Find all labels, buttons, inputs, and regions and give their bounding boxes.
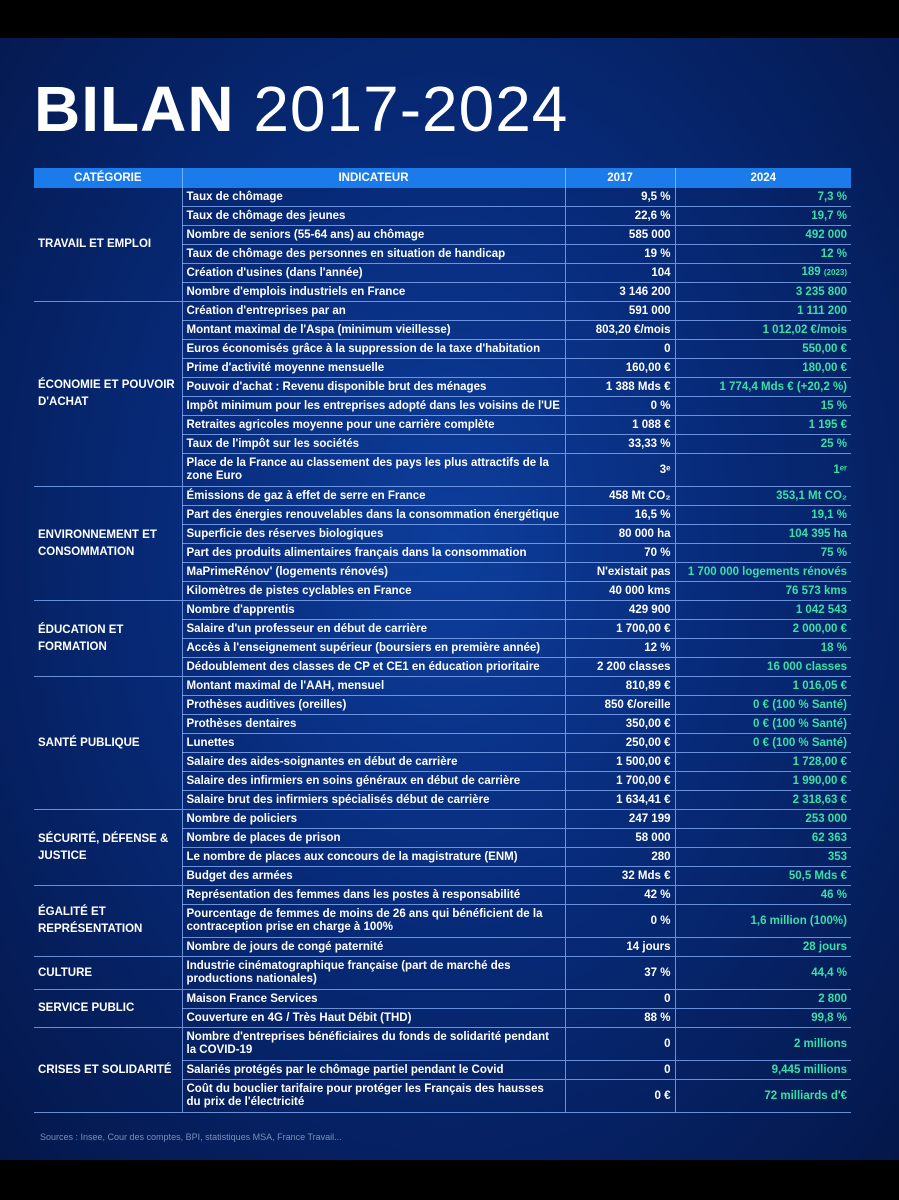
indicator-cell: Nombre d'entreprises bénéficiaires du fonds de solidarité pendant la COVID-19 — [182, 1028, 565, 1061]
value-2024: 1 728,00 € — [792, 755, 847, 768]
value-2024: 1 774,4 Mds € (+20,2 %) — [719, 380, 847, 393]
table-row — [34, 677, 851, 696]
value-2024: 2 318,63 € — [792, 793, 847, 806]
value-2024-cell — [675, 639, 851, 658]
value-2024: 353,1 Mt CO₂ — [776, 489, 847, 502]
value-2024: 75 % — [820, 546, 847, 559]
value-2024-cell — [675, 207, 851, 226]
table-row — [34, 601, 851, 620]
value-2024-cell — [675, 188, 851, 207]
value-2024-cell — [675, 990, 851, 1009]
indicator-cell: Budget des armées — [182, 867, 565, 886]
value-2024-cell — [675, 544, 851, 563]
indicator-cell: Nombre de seniors (55-64 ans) au chômage — [182, 226, 565, 245]
value-2024: 2 800 — [818, 992, 847, 1005]
value-2024: 1 042 543 — [795, 603, 847, 616]
indicator-cell: Couverture en 4G / Très Haut Débit (THD) — [182, 1009, 565, 1028]
value-2024-cell — [675, 791, 851, 810]
indicator-cell: Taux de chômage des personnes en situation de handicap — [182, 245, 565, 264]
value-2024: 1 111 200 — [797, 304, 847, 317]
indicator-cell: Taux de l'impôt sur les sociétés — [182, 435, 565, 454]
category-cell: ÉDUCATION ET FORMATION — [34, 601, 182, 677]
value-2024: 46 % — [820, 888, 847, 901]
value-2017-cell: 247 199 — [565, 810, 675, 829]
indicator-cell: Maison France Services — [182, 990, 565, 1009]
table-row — [34, 487, 851, 506]
value-2017-cell: 1 088 € — [565, 416, 675, 435]
value-2024-cell — [675, 359, 851, 378]
category-cell: SERVICE PUBLIC — [34, 990, 182, 1028]
value-2024-cell — [675, 416, 851, 435]
value-2024-cell — [675, 582, 851, 601]
indicator-cell: Taux de chômage des jeunes — [182, 207, 565, 226]
value-2024: 7,3 % — [817, 190, 847, 203]
indicator-cell: Émissions de gaz à effet de serre en France — [182, 487, 565, 506]
indicator-cell: Nombre de places de prison — [182, 829, 565, 848]
value-2024: 2 000,00 € — [792, 622, 847, 635]
value-2017-cell: 591 000 — [565, 302, 675, 321]
value-2017-cell: 585 000 — [565, 226, 675, 245]
value-2024: 1 990,00 € — [792, 774, 847, 787]
value-2024-cell — [675, 1009, 851, 1028]
indicator-cell: Pouvoir d'achat : Revenu disponible brut des ménages — [182, 378, 565, 397]
value-2024-cell — [675, 957, 851, 990]
value-2024: 0 € (100 % Santé) — [753, 698, 847, 711]
results-table — [34, 168, 851, 1113]
indicator-cell: Salaire des infirmiers en soins généraux en début de carrière — [182, 772, 565, 791]
indicator-cell: Salaire des aides-soignantes en début de carrière — [182, 753, 565, 772]
indicator-cell: MaPrimeRénov' (logements rénovés) — [182, 563, 565, 582]
value-2024: 62 363 — [811, 831, 847, 844]
indicator-cell: Le nombre de places aux concours de la magistrature (ENM) — [182, 848, 565, 867]
value-2024: 18 % — [820, 641, 847, 654]
header-2024: 2024 — [675, 168, 851, 188]
value-2017-cell: 1 700,00 € — [565, 620, 675, 639]
value-2024: 2 millions — [793, 1037, 847, 1050]
category-cell: ENVIRONNEMENT ET CONSOMMATION — [34, 487, 182, 601]
value-2024: 189 — [801, 266, 821, 279]
indicator-cell: Retraites agricoles moyenne pour une carrière complète — [182, 416, 565, 435]
value-2024: 0 € (100 % Santé) — [753, 717, 847, 730]
page-title — [34, 74, 568, 144]
value-2024: 180,00 € — [802, 361, 847, 374]
value-2017-cell: 14 jours — [565, 938, 675, 957]
value-2024-cell — [675, 226, 851, 245]
value-2017-cell: 9,5 % — [565, 188, 675, 207]
value-2024: 44,4 % — [811, 966, 847, 979]
value-2024: 253 000 — [805, 812, 847, 825]
value-2024: 12 % — [820, 247, 847, 260]
title-bold: BILAN — [34, 73, 235, 145]
value-2024: 0 € (100 % Santé) — [753, 736, 847, 749]
value-2017-cell: 104 — [565, 264, 675, 283]
value-2017-cell: 32 Mds € — [565, 867, 675, 886]
indicator-cell: Euros économisés grâce à la suppression de la taxe d'habitation — [182, 340, 565, 359]
value-2024-cell — [675, 715, 851, 734]
table-row — [34, 188, 851, 207]
value-2017-cell: 810,89 € — [565, 677, 675, 696]
value-2017-cell: 2 200 classes — [565, 658, 675, 677]
value-2024: 16 000 classes — [767, 660, 847, 673]
value-2024-cell — [675, 867, 851, 886]
poster — [0, 38, 899, 1160]
table-row — [34, 990, 851, 1009]
value-2024: 1 016,05 € — [792, 679, 847, 692]
value-2017-cell: 33,33 % — [565, 435, 675, 454]
indicator-cell: Salariés protégés par le chômage partiel pendant le Covid — [182, 1061, 565, 1080]
indicator-cell: Part des énergies renouvelables dans la consommation énergétique — [182, 506, 565, 525]
indicator-cell: Montant maximal de l'Aspa (minimum vieillesse) — [182, 321, 565, 340]
value-2017-cell: 80 000 ha — [565, 525, 675, 544]
value-2024: 1 012,02 €/mois — [762, 323, 847, 336]
header-2017: 2017 — [565, 168, 675, 188]
indicator-cell: Création d'usines (dans l'année) — [182, 264, 565, 283]
value-2024-cell — [675, 321, 851, 340]
indicator-cell: Représentation des femmes dans les postes à responsabilité — [182, 886, 565, 905]
table-row — [34, 810, 851, 829]
value-2024-cell — [675, 1080, 851, 1113]
indicator-cell: Part des produits alimentaires français dans la consommation — [182, 544, 565, 563]
value-2024: 28 jours — [802, 940, 847, 953]
value-2017-cell: 0 % — [565, 397, 675, 416]
value-2024-cell — [675, 525, 851, 544]
value-2017-cell: 3ᵉ — [565, 454, 675, 487]
indicator-cell: Lunettes — [182, 734, 565, 753]
value-2024: 76 573 kms — [785, 584, 847, 597]
value-2017-cell: N'existait pas — [565, 563, 675, 582]
value-2024: 1 700 000 logements rénovés — [687, 565, 847, 578]
indicator-cell: Taux de chômage — [182, 188, 565, 207]
value-2024-cell — [675, 753, 851, 772]
value-2024-cell — [675, 506, 851, 525]
value-2017-cell: 40 000 kms — [565, 582, 675, 601]
value-2024-cell — [675, 677, 851, 696]
value-2024-cell — [675, 487, 851, 506]
table-row — [34, 957, 851, 990]
value-2024: 15 % — [820, 399, 847, 412]
value-2024: 19,1 % — [811, 508, 847, 521]
value-2017-cell: 250,00 € — [565, 734, 675, 753]
value-2017-cell: 88 % — [565, 1009, 675, 1028]
value-2024-cell — [675, 563, 851, 582]
indicator-cell: Nombre de jours de congé paternité — [182, 938, 565, 957]
indicator-cell: Coût du bouclier tarifaire pour protéger les Français des hausses du prix de l'électricité — [182, 1080, 565, 1113]
category-cell: TRAVAIL ET EMPLOI — [34, 188, 182, 302]
value-2017-cell: 19 % — [565, 245, 675, 264]
value-2024-cell — [675, 302, 851, 321]
indicator-cell: Nombre d'emplois industriels en France — [182, 283, 565, 302]
value-2024-cell — [675, 264, 851, 283]
indicator-cell: Nombre de policiers — [182, 810, 565, 829]
category-cell: CRISES ET SOLIDARITÉ — [34, 1028, 182, 1113]
category-cell: ÉCONOMIE ET POUVOIR D'ACHAT — [34, 302, 182, 487]
indicator-cell: Prothèses dentaires — [182, 715, 565, 734]
indicator-cell: Prothèses auditives (oreilles) — [182, 696, 565, 715]
value-2017-cell: 0 % — [565, 905, 675, 938]
indicator-cell: Salaire d'un professeur en début de carrière — [182, 620, 565, 639]
value-2024-cell — [675, 454, 851, 487]
value-2017-cell: 58 000 — [565, 829, 675, 848]
value-2017-cell: 1 500,00 € — [565, 753, 675, 772]
indicator-cell: Kilomètres de pistes cyclables en France — [182, 582, 565, 601]
value-2024-cell — [675, 397, 851, 416]
table-row — [34, 302, 851, 321]
value-2017-cell: 1 634,41 € — [565, 791, 675, 810]
category-cell: SANTÉ PUBLIQUE — [34, 677, 182, 810]
value-2024-note: (2023) — [823, 268, 847, 278]
value-2024: 99,8 % — [811, 1011, 847, 1024]
value-2024-cell — [675, 886, 851, 905]
table-header-row — [34, 168, 851, 188]
value-2024: 25 % — [820, 437, 847, 450]
indicator-cell: Place de la France au classement des pays les plus attractifs de la zone Euro — [182, 454, 565, 487]
value-2017-cell: 0 € — [565, 1080, 675, 1113]
value-2024-cell — [675, 601, 851, 620]
value-2017-cell: 0 — [565, 1028, 675, 1061]
value-2024-cell — [675, 772, 851, 791]
value-2017-cell: 429 900 — [565, 601, 675, 620]
value-2017-cell: 70 % — [565, 544, 675, 563]
indicator-cell: Nombre d'apprentis — [182, 601, 565, 620]
header-indicator: INDICATEUR — [182, 168, 565, 188]
value-2024: 1 195 € — [808, 418, 847, 431]
value-2017-cell: 803,20 €/mois — [565, 321, 675, 340]
category-cell: CULTURE — [34, 957, 182, 990]
value-2024-cell — [675, 340, 851, 359]
value-2017-cell: 280 — [565, 848, 675, 867]
table-row — [34, 1028, 851, 1061]
value-2017-cell: 1 700,00 € — [565, 772, 675, 791]
indicator-cell: Prime d'activité moyenne mensuelle — [182, 359, 565, 378]
indicator-cell: Salaire brut des infirmiers spécialisés début de carrière — [182, 791, 565, 810]
value-2024: 50,5 Mds € — [788, 869, 847, 882]
value-2017-cell: 458 Mt CO₂ — [565, 487, 675, 506]
value-2017-cell: 160,00 € — [565, 359, 675, 378]
value-2024-cell — [675, 905, 851, 938]
value-2024: 492 000 — [805, 228, 847, 241]
value-2017-cell: 3 146 200 — [565, 283, 675, 302]
value-2017-cell: 0 — [565, 1061, 675, 1080]
value-2024: 72 milliards d'€ — [764, 1089, 847, 1102]
indicator-cell: Dédoublement des classes de CP et CE1 en éducation prioritaire — [182, 658, 565, 677]
value-2017-cell: 37 % — [565, 957, 675, 990]
value-2024-cell — [675, 620, 851, 639]
indicator-cell: Pourcentage de femmes de moins de 26 ans qui bénéficient de la contraception prise en charge à 100% — [182, 905, 565, 938]
value-2024: 1ᵉʳ — [833, 463, 847, 476]
value-2017-cell: 850 €/oreille — [565, 696, 675, 715]
value-2024-cell — [675, 378, 851, 397]
value-2024-cell — [675, 696, 851, 715]
indicator-cell: Accès à l'enseignement supérieur (boursiers en première année) — [182, 639, 565, 658]
title-years: 2017-2024 — [253, 73, 569, 145]
value-2024-cell — [675, 658, 851, 677]
value-2024: 9,445 millions — [771, 1063, 847, 1076]
value-2024-cell — [675, 810, 851, 829]
value-2024: 353 — [827, 850, 847, 863]
indicator-cell: Impôt minimum pour les entreprises adopté dans les voisins de l'UE — [182, 397, 565, 416]
sources-note: Sources : Insee, Cour des comptes, BPI, statistiques MSA, France Travail... — [40, 1132, 342, 1142]
indicator-cell: Création d'entreprises par an — [182, 302, 565, 321]
value-2024: 1,6 million (100%) — [750, 914, 847, 927]
value-2024-cell — [675, 938, 851, 957]
value-2017-cell: 0 — [565, 990, 675, 1009]
indicator-cell: Superficie des réserves biologiques — [182, 525, 565, 544]
value-2024: 104 395 ha — [788, 527, 847, 540]
value-2024-cell — [675, 435, 851, 454]
value-2024: 550,00 € — [802, 342, 847, 355]
value-2017-cell: 22,6 % — [565, 207, 675, 226]
indicator-cell: Industrie cinématographique française (part de marché des productions nationales) — [182, 957, 565, 990]
table-row — [34, 886, 851, 905]
value-2024-cell — [675, 245, 851, 264]
category-cell: SÉCURITÉ, DÉFENSE & JUSTICE — [34, 810, 182, 886]
value-2024-cell — [675, 283, 851, 302]
value-2017-cell: 12 % — [565, 639, 675, 658]
value-2017-cell: 0 — [565, 340, 675, 359]
value-2024-cell — [675, 1061, 851, 1080]
value-2024-cell — [675, 829, 851, 848]
value-2024: 3 235 800 — [795, 285, 847, 298]
value-2024: 19,7 % — [811, 209, 847, 222]
header-category: CATÉGORIE — [34, 168, 182, 188]
value-2017-cell: 350,00 € — [565, 715, 675, 734]
value-2024-cell — [675, 734, 851, 753]
value-2017-cell: 16,5 % — [565, 506, 675, 525]
indicator-cell: Montant maximal de l'AAH, mensuel — [182, 677, 565, 696]
value-2024-cell — [675, 848, 851, 867]
value-2024-cell — [675, 1028, 851, 1061]
table-body — [34, 188, 851, 1113]
value-2017-cell: 1 388 Mds € — [565, 378, 675, 397]
value-2017-cell: 42 % — [565, 886, 675, 905]
category-cell: ÉGALITÉ ET REPRÉSENTATION — [34, 886, 182, 957]
